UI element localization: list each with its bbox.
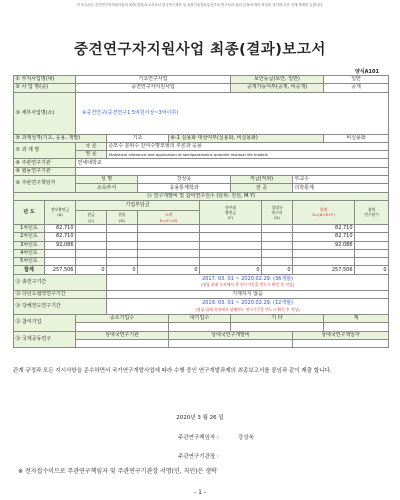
budget-cell-gov: 82,710: [45, 233, 76, 241]
budget-cell-cash: [76, 258, 107, 266]
value-multi-year: 기재하지 않음: [107, 290, 389, 298]
total-period-note: (명칭 과제 목록에서 총 연구기간을 반드시 확인 후 작성): [200, 282, 295, 288]
budget-cell-other: [200, 241, 262, 249]
label-program-name: ② 사 업 명(중): [14, 84, 76, 92]
head-signature-label: 주관연구기관장 :: [178, 454, 219, 460]
budget-cell-ppl: [355, 241, 389, 249]
label-multi-year: ⑬ 다년도협약연구기간: [14, 290, 107, 298]
intl-head-inst: 상대국연구기관: [76, 331, 169, 339]
value-security-level: 일반: [324, 76, 389, 84]
budget-head-sum: 합계 G=(A+E+F): [293, 200, 355, 224]
label-commercialization: ⑥-1 실용화 대상여부(실용화, 비실용화): [169, 134, 324, 142]
label-ministry-program: ① 부처사업명(대): [14, 76, 76, 84]
footnote: ※ 전자접수이므로 주관연구책임자 및 주관연구기관장 서명(인, 직인)은 생략: [18, 468, 217, 475]
value-pi-rank: 부교수: [293, 176, 389, 184]
budget-year-row: [14, 233, 389, 241]
budget-cell-inkind: [107, 258, 138, 266]
budget-cell-sub: [138, 258, 200, 266]
budget-title: ⑪ 연구개발비 및 참여연구원수 (단위: 천원, M.Y): [14, 192, 389, 200]
row-budget-title: [14, 192, 389, 200]
intl-head-budget: 상대국연구개발비: [169, 331, 293, 339]
row-total-period: [14, 274, 389, 290]
year-period-note: (명칭 과제 목록에서 당해연도 연구기간을 반드시 확인 후 작성): [195, 306, 300, 312]
budget-head-gov: 정부출연금 (A): [45, 200, 76, 224]
row-lead-institution: [14, 159, 389, 167]
budget-cell-local: 0: [262, 266, 293, 274]
budget-head-local: 상대국 연구비 (G): [262, 200, 293, 224]
label-total-period: ⑫ 총연구기간: [14, 274, 107, 290]
budget-cell-other: [200, 249, 262, 257]
budget-cell-inkind: 0: [107, 266, 138, 274]
page-number: - 1 -: [194, 489, 206, 496]
label-intl-joint: ⑯ 국제공동연구: [14, 331, 76, 348]
row-sub-program: [14, 92, 389, 134]
budget-head-corp: 기업부담금: [76, 200, 200, 210]
participants-head-other: 기 타: [231, 315, 324, 323]
label-project-title: ⑦ 과 제 명: [14, 142, 76, 159]
budget-cell-ppl: [355, 233, 389, 241]
value-pi-dept: 응용통계학과: [138, 184, 231, 192]
budget-cell-other: [200, 258, 262, 266]
label-year-period: ⑭ 당해연도연구기간: [14, 299, 107, 315]
budget-cell-label: 합계: [14, 266, 45, 274]
budget-cell-inkind: [107, 224, 138, 232]
intl-pi: [293, 339, 389, 347]
participants-sme: [76, 323, 169, 331]
budget-head-researchers: 참여 연구원수: [355, 200, 389, 224]
budget-cell-label: 2차년도: [14, 233, 45, 241]
header-note: 이 보고서는 중견연구자지원사업의 최종(결과)보고서로서 한국연구재단 및 과학기술정보통신부의 연구성과 관리 규정에 따라 작성된 것이며 무단 전재·복제를 금합니다.: [76, 3, 324, 7]
budget-cell-label: 4차년도: [14, 249, 45, 257]
budget-total-row: [14, 266, 389, 274]
budget-cell-local: [262, 224, 293, 232]
intl-inst: [76, 339, 169, 347]
page-title: 중견연구자지원사업 최종(결과)보고서: [74, 42, 326, 58]
budget-cell-ppl: [355, 249, 389, 257]
budget-year-row: [14, 249, 389, 257]
value-commercialization: 비실용화: [324, 134, 389, 142]
budget-cell-other: 0: [200, 266, 262, 274]
value-partner-institution: [76, 167, 389, 175]
budget-cell-cash: [76, 249, 107, 257]
intl-budget: [169, 339, 293, 347]
row-pi-name: [14, 176, 389, 184]
value-project-nature: 기초: [107, 134, 169, 142]
row-intl-head: [14, 331, 389, 339]
budget-cell-sub: [138, 224, 200, 232]
label-disclosure: 공개가능여부(공개, 비공개): [231, 84, 324, 92]
budget-cell-local: [262, 233, 293, 241]
budget-cell-label: 5차년도: [14, 258, 45, 266]
row-ministry-program: [14, 76, 389, 84]
value-pi-major: 의학통계: [293, 184, 389, 192]
label-pi-rank: 직급(직위): [231, 176, 293, 184]
label-sub-program: ③ 세부사업명(소): [14, 92, 76, 134]
budget-cell-total: [293, 258, 355, 266]
label-korean: 국 문: [76, 142, 107, 150]
label-english: 영 문: [76, 151, 107, 159]
value-pi-name: 강상욱: [138, 176, 231, 184]
form-code: 양식A101: [355, 69, 379, 75]
participants-head-total: 계: [324, 315, 389, 323]
budget-head-year: 년 도: [14, 200, 45, 224]
label-pi: ⑩ 주관연구책임자: [14, 176, 76, 193]
budget-rows: [14, 224, 389, 274]
budget-cell-cash: [76, 233, 107, 241]
budget-cell-cash: [76, 224, 107, 232]
budget-cell-total: 92,086: [293, 241, 355, 249]
budget-cell-gov: 82,710: [45, 224, 76, 232]
budget-cell-gov: 257,506: [45, 266, 76, 274]
budget-cell-inkind: [107, 241, 138, 249]
participants-other: [231, 323, 324, 331]
budget-cell-local: [262, 249, 293, 257]
value-total-period: [107, 274, 389, 290]
budget-head-inkind: 현물 (D): [107, 211, 138, 225]
budget-year-row: [14, 258, 389, 266]
budget-head-other: 정부외 출연금 (F): [200, 200, 262, 224]
intl-head-pi: 상대국연구책임자: [293, 331, 389, 339]
participants-head-large: 대기업수: [169, 315, 231, 323]
budget-year-row: [14, 224, 389, 232]
budget-cell-total: 82,710: [293, 233, 355, 241]
budget-cell-gov: 92,086: [45, 241, 76, 249]
budget-cell-local: [262, 241, 293, 249]
label-security-level: 보안등급(보안, 일반): [231, 76, 324, 84]
value-lead-institution: 연세대학교: [76, 159, 389, 167]
label-participants: ⑮ 참여기업: [14, 315, 76, 332]
value-year-period: [107, 299, 389, 315]
value-title-korean: 준모수 분위수 잔여수명모형의 추론과 응용: [107, 142, 389, 150]
year-period-dates: 2019. 03. 01 ~ 2020.02.29. (12개월): [202, 300, 293, 307]
budget-cell-total: 82,710: [293, 224, 355, 232]
report-form-table: [13, 75, 389, 348]
budget-cell-ppl: [355, 224, 389, 232]
participants-total: [324, 323, 389, 331]
budget-cell-sub: [138, 249, 200, 257]
budget-year-row: [14, 241, 389, 249]
value-ministry-program: 기초연구사업: [76, 76, 231, 84]
submission-notice: 관계 규정과 모든 지시사항을 준수하면서 국가연구개발사업에 따라 수행 중인 연구개발과제의 최종보고서를 붙임과 같이 제출 합니다.: [13, 368, 332, 374]
budget-cell-ppl: [355, 258, 389, 266]
label-partner-institution: ⑨ 협동연구기관: [14, 167, 76, 175]
row-program-name: [14, 84, 389, 92]
value-sub-program: ④중견연구(중견연구1.5억원이상~3억이하): [76, 92, 389, 134]
row-year-period: [14, 299, 389, 315]
budget-cell-local: [262, 258, 293, 266]
label-lead-institution: ⑧ 주관연구기관: [14, 159, 76, 167]
budget-cell-cash: 0: [76, 266, 107, 274]
budget-cell-label: 1차년도: [14, 224, 45, 232]
budget-cell-sub: 0: [138, 266, 200, 274]
budget-cell-sub: [138, 241, 200, 249]
budget-cell-total: 257,506: [293, 266, 355, 274]
budget-cell-cash: [76, 241, 107, 249]
value-title-english: Statistical inference and application of semiparametric quantile residual life models: [107, 151, 389, 159]
budget-cell-sub: [138, 233, 200, 241]
pi-signature-name: 강상욱: [238, 435, 254, 441]
budget-cell-inkind: [107, 249, 138, 257]
budget-head-cash: 현금 (C): [76, 211, 107, 225]
participants-head-sme: 중소기업수: [76, 315, 169, 323]
value-disclosure: 공개: [324, 84, 389, 92]
row-project-nature: [14, 134, 389, 142]
submission-date: 2020년 3 월 26 일: [176, 415, 224, 421]
budget-cell-label: 3차년도: [14, 241, 45, 249]
budget-cell-total: [293, 249, 355, 257]
value-program-name: 중견연구자지원사업: [76, 84, 231, 92]
row-project-title-kor: [14, 142, 389, 150]
label-project-nature: ⑤ 과제성격(기초, 응용, 개발): [14, 134, 107, 142]
pi-signature-label: 주관연구책임자 :: [178, 435, 219, 441]
row-multi-year: [14, 290, 389, 298]
label-pi-name: 성 명: [76, 176, 138, 184]
participants-large: [169, 323, 231, 331]
budget-cell-gov: [45, 249, 76, 257]
budget-cell-other: [200, 233, 262, 241]
row-participants-head: [14, 315, 389, 323]
row-partner-institution: [14, 167, 389, 175]
budget-cell-inkind: [107, 233, 138, 241]
budget-cell-ppl: 0: [355, 266, 389, 274]
label-pi-dept: 소속부서: [76, 184, 138, 192]
total-period-dates: 2017. 03. 01 ~ 2020.02.29. (36개월): [202, 276, 293, 283]
budget-cell-other: [200, 224, 262, 232]
budget-head-subtotal: 소계 E=(C+D): [138, 211, 200, 225]
row-budget-head-1: [14, 200, 389, 210]
label-pi-major: 전 공: [231, 184, 293, 192]
budget-cell-gov: [45, 258, 76, 266]
